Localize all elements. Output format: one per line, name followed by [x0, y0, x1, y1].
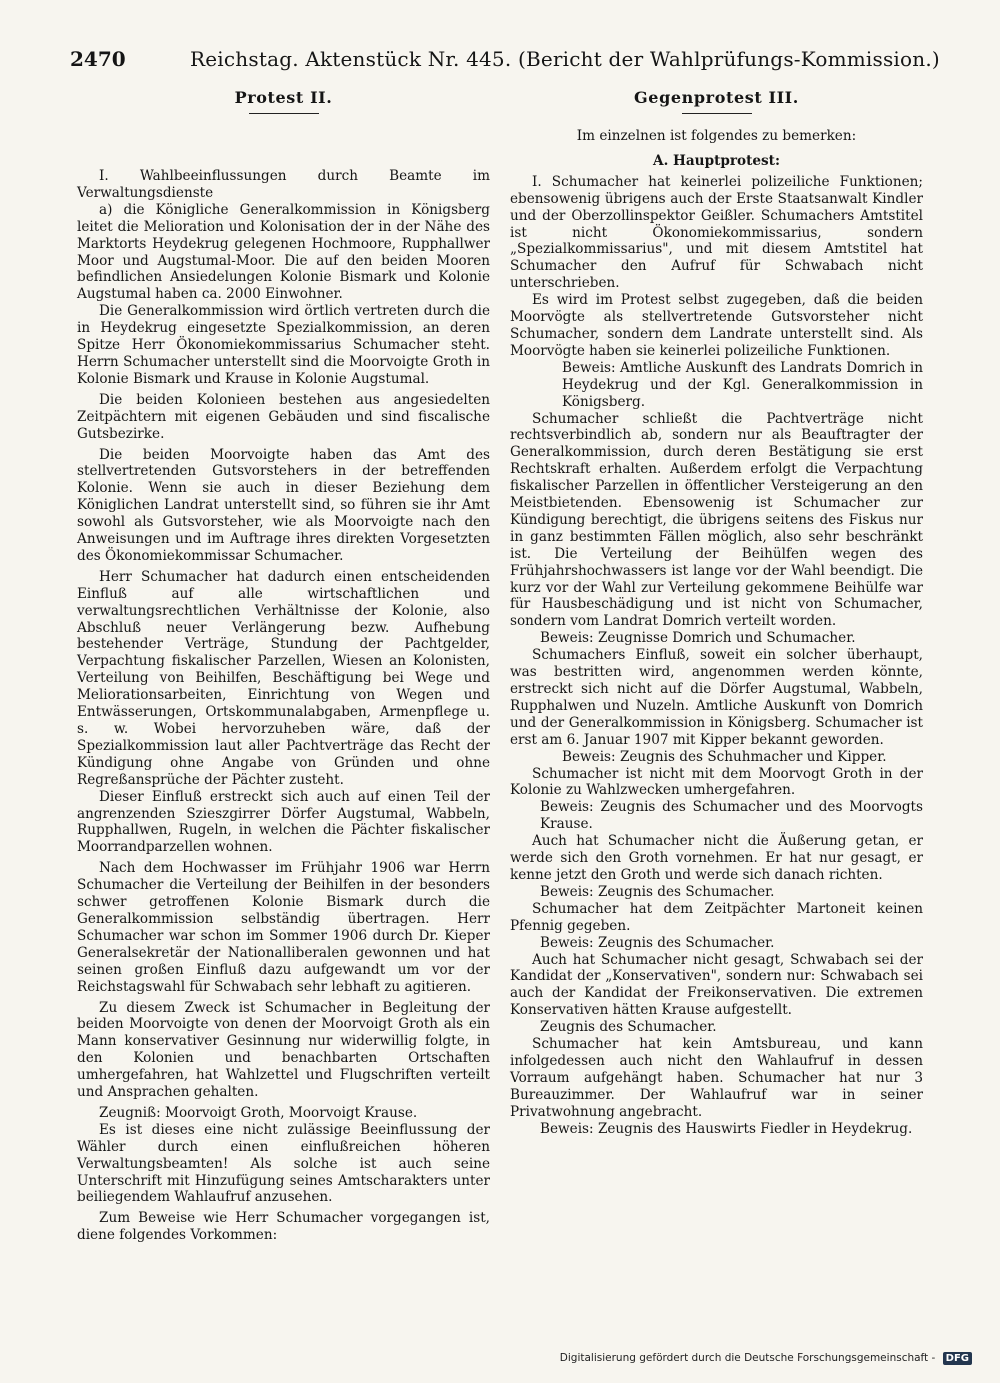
title-rule	[249, 113, 319, 114]
paragraph: Es ist dieses eine nicht zulässige Beeinflussung der Wähler durch einen einflußreichen höheren Verwaltungsbeamten! Als solche ist auch seine Unterschrift mit Hinzufügung seines Amtscharakters unter beiliegendem Wahlaufruf anzusehen.	[77, 1121, 490, 1206]
paragraph: Die beiden Moorvoigte haben das Amt des stellvertretenden Gutsvorstehers in der betreffenden Kolonie. Wenn sie auch in dieser Beziehung dem Königlichen Landrat unterstellt sind, so führen sie ihr Amt sowohl als Gutsvorsteher, wie als Moorvoigte nach den Anweisungen und im Auftrage ihres direkten Vorgesetzten des Ökonomiekommissar Schumacher.	[77, 446, 490, 564]
paragraph: Auch hat Schumacher nicht die Äußerung getan, er werde sich den Groth vornehmen. Er hat nur gesagt, er kenne jetzt den Groth und werde sich danach richten.	[510, 833, 923, 883]
evidence-line: Beweis: Zeugnisse Domrich und Schumacher.	[540, 630, 856, 647]
left-column	[77, 88, 490, 1244]
evidence-line: Beweis: Zeugnis des Schumacher.	[540, 883, 775, 900]
digitization-credit	[560, 1352, 972, 1365]
paragraph: Die beiden Kolonieen bestehen aus angesiedelten Zeitpächtern mit eigenen Gebäuden und sind fiscalische Gutsbezirke.	[77, 391, 490, 442]
paragraph: Schumacher hat kein Amtsbureau, und kann infolgedessen auch nicht den Wahlaufruf in dessen Vorraum aufgehängt haben. Schumacher hat nur 3 Bureauzimmer. Der Wahlaufruf war in seiner Privatwohnung angebracht.	[510, 1036, 923, 1120]
evidence-line: Beweis: Zeugnis des Hauswirts Fiedler in Heydekrug.	[540, 1120, 913, 1137]
paragraph: Schumachers Einfluß, soweit ein solcher überhaupt, was bestritten wird, angenommen werden könnte, erstreckt sich nicht auf die Dörfer Augstumal, Wabbeln, Rupphalwen und Nuzeln. Amtliche Auskunft von Domrich und der Generalkommission in Königsberg. Schumacher ist erst am 6. Januar 1907 mit Kipper bekannt geworden.	[510, 647, 923, 748]
evidence-line: Beweis: Zeugnis des Schumacher und des Moorvogts Krause.	[540, 799, 923, 833]
gegenprotest-title: Gegenprotest III.	[634, 88, 799, 107]
page-number: 2470	[70, 47, 126, 71]
paragraph: Schumacher schließt die Pachtverträge nicht rechtsverbindlich ab, sondern nur als Beauftragter der Generalkommission, durch deren Bestätigung sie erst Rechtskraft erhalten. Außerdem erfolgt die Verpachtung fiskalischer Parzellen in öffentlicher Versteigerung an den Meistbietenden. Ebensowenig ist Schumacher zur Kündigung berechtigt, die übrigens seitens des Fiskus nur in ganz bestimmten Fällen möglich, also sehr beschränkt ist. Die Verteilung der Beihülfen wegen des Frühjahrshochwassers ist lange vor der Wahl beendigt. Die kurz vor der Wahl zur Verteilung gekommene Beihülfe war für Hausbeschädigung und ist nicht von Schumacher, sondern vom Landrat Domrich verteilt worden.	[510, 410, 923, 630]
paragraph: Nach dem Hochwasser im Frühjahr 1906 war Herrn Schumacher die Verteilung der Beihilfen in der besonders schwer getroffenen Kolonie Bismark durch die Generalkommission selbständig übertragen. Herr Schumacher war schon im Sommer 1906 durch Dr. Kieper Generalsekretär der Nationalliberalen gewonnen und hat seinen großen Einfluß dazu aufgewandt um vor der Reichstagswahl für Schwabach sehr lebhaft zu agitieren.	[77, 860, 490, 995]
evidence-line: Beweis: Zeugnis des Schumacher.	[540, 934, 775, 951]
paragraph: Zum Beweise wie Herr Schumacher vorgegangen ist, diene folgendes Vorkommen:	[77, 1210, 490, 1244]
paragraph: a) die Königliche Generalkommission in Königsberg leitet die Melioration und Kolonisation der in der Nähe des Marktorts Heydekrug gelegenen Hochmoore, Rupphallwer Moor und Augstumal-Moor. Die auf den beiden Mooren befindlichen Ansiedelungen Kolonie Bismark und Kolonie Augstumal haben ca. 2000 Einwohner.	[77, 201, 490, 303]
section-heading: A. Hauptprotest:	[653, 152, 780, 169]
running-head	[70, 44, 970, 74]
title-rule	[682, 113, 752, 114]
paragraph: Die Generalkommission wird örtlich vertreten durch die in Heydekrug eingesetzte Spezialkommission, an deren Spitze Herr Ökonomiekommissarius Schumacher steht. Herrn Schumacher unterstellt sind die Moorvoigte Groth in Kolonie Bismark und Krause in Kolonie Augstumal.	[77, 303, 490, 387]
paragraph: Schumacher hat dem Zeitpächter Martoneit keinen Pfennig gegeben.	[510, 900, 923, 934]
dfg-logo: DFG	[943, 1352, 972, 1365]
paragraph: I. Wahlbeeinflussungen durch Beamte im Verwaltungsdienste	[77, 168, 490, 201]
right-column	[510, 88, 923, 1137]
paragraph: Dieser Einfluß erstreckt sich auch auf einen Teil der angrenzenden Szieszgirrer Dörfer Augstumal, Wabbeln, Rupphallwen, Rugeln, in welchen die Pächter fiskalischer Moorrandparzellen wohnen.	[77, 788, 490, 856]
paragraph: Es wird im Protest selbst zugegeben, daß die beiden Moorvögte als stellvertretende Gutsvorsteher nicht Schumacher, sondern dem Landrate unterstellt sind. Als Moorvögte haben sie keinerlei polizeiliche Funktionen.	[510, 292, 923, 359]
paragraph: Schumacher ist nicht mit dem Moorvogt Groth in der Kolonie zu Wahlzwecken umhergefahren.	[510, 765, 923, 799]
running-title: Reichstag. Aktenstück Nr. 445. (Bericht der Wahlprüfungs-Kommission.)	[190, 47, 940, 71]
paragraph: I. Schumacher hat keinerlei polizeiliche Funktionen; ebensowenig übrigens auch der Erste Staatsanwalt Kindler und der Oberzollinspektor Geißler. Schumachers Amtstitel ist nicht Ökonomiekommissarius, sondern „Spezialkommissarius", und mit diesem Amtstitel hat Schumacher den Aufruf für Schwabach nicht unterschrieben.	[510, 173, 923, 292]
intro-line: Im einzelnen ist folgendes zu bemerken:	[576, 128, 857, 144]
paragraph: Herr Schumacher hat dadurch einen entscheidenden Einfluß auf alle wirtschaftlichen und verwaltungsrechtlichen Verhältnisse der Kolonie, also Abschluß neuer Verlängerung bezw. Aufhebung bestehender Verträge, Stundung der Pachtgelder, Verpachtung fiskalischer Parzellen, Wiesen an Kolonisten, Verteilung von Beihilfen, Beschäftigung bei Wege und Meliorationsarbeiten, Einrichtung von Wegen und Entwässerungen, Ortskommunalabgaben, Armenpflege u. s. w. Wobei hervorzuheben wäre, daß der Spezialkommission laut aller Pachtverträge das Recht der Kündigung ohne Angabe von Gründen und ohne Regreßansprüche der Pächter zusteht.	[77, 568, 490, 788]
credit-text: Digitalisierung gefördert durch die Deutsche Forschungsgemeinschaft -	[559, 1352, 936, 1364]
evidence-line: Zeugnis des Schumacher.	[540, 1019, 717, 1036]
evidence-line: Beweis: Zeugnis des Schuhmacher und Kipper.	[562, 748, 887, 765]
paragraph: Zu diesem Zweck ist Schumacher in Begleitung der beiden Moorvoigte von denen der Moorvoigt Groth als ein Mann konservativer Gesinnung nur widerwillig folgte, in den Kolonien und benachbarten Ortschaften umhergefahren, hat Wahlzettel und Flugschriften verteilt und Ansprachen gehalten.	[77, 999, 490, 1101]
witness-line: Zeugniß: Moorvoigt Groth, Moorvoigt Krause.	[99, 1104, 418, 1121]
paragraph: Auch hat Schumacher nicht gesagt, Schwabach sei der Kandidat der „Konservativen", sondern nur: Schwabach sei auch der Kandidat der Freikonservativen. Die extremen Konservativen hätten Krause aufgestellt.	[510, 951, 923, 1019]
evidence-line: Beweis: Amtliche Auskunft des Landrats Domrich in Heydekrug und der Kgl. Generalkommission in Königsberg.	[562, 359, 923, 410]
protest-title: Protest II.	[234, 88, 333, 107]
